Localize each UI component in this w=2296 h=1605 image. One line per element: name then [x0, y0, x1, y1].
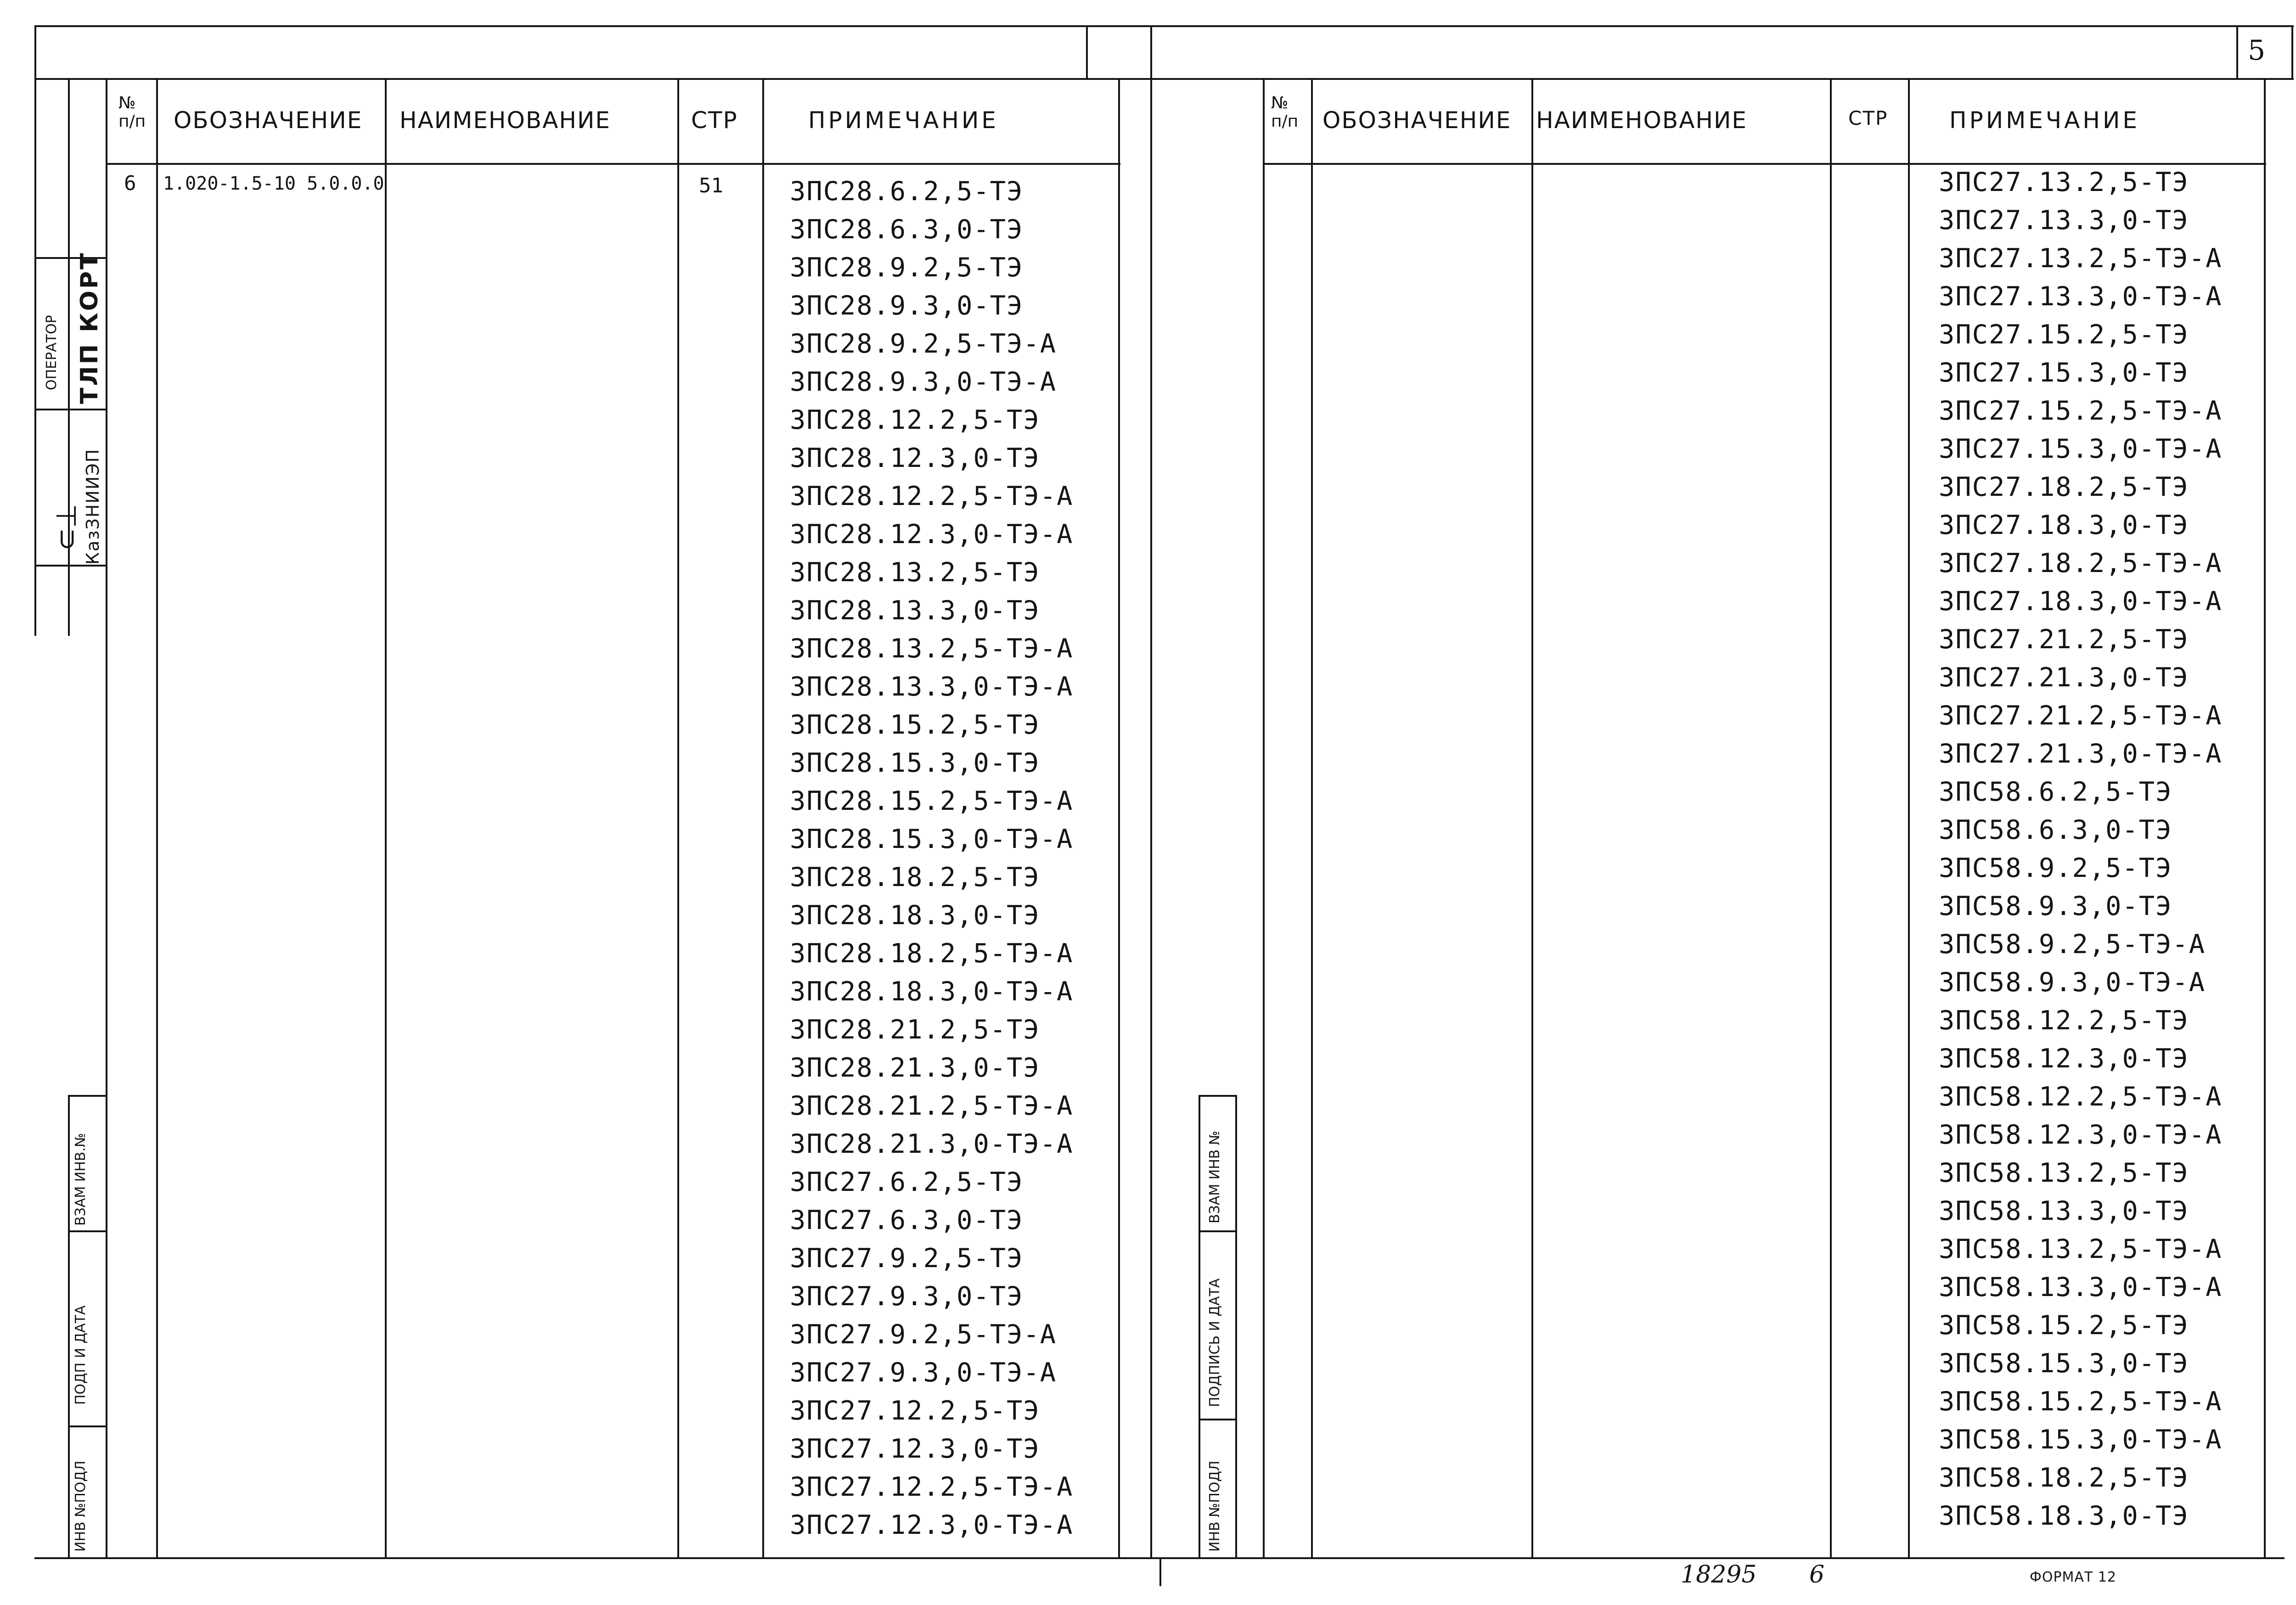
note-item: 3ПС58.18.2,5-ТЭ [1939, 1463, 2189, 1493]
footer-number: 18295 [1681, 1561, 1757, 1588]
left-header-no: № п/п [118, 94, 146, 131]
page-number: 5 [2248, 34, 2266, 67]
operator-label: ОПЕРАТОР [44, 315, 60, 390]
note-item: 3ПС28.18.2,5-ТЭ [790, 862, 1040, 892]
right-side-label-2: ПОДПИСЬ И ДАТА [1207, 1278, 1223, 1407]
footer-digit: 6 [1809, 1561, 1825, 1588]
left-side-label-1: ВЗАМ ИНВ.№ [73, 1133, 89, 1226]
note-item: 3ПС28.21.3,0-ТЭ-А [790, 1129, 1074, 1159]
organization-label: КазЗНИИЭП [83, 448, 103, 565]
right-side-label-1: ВЗАМ ИНВ № [1207, 1130, 1223, 1223]
note-item: 3ПС28.12.3,0-ТЭ-А [790, 519, 1074, 550]
note-item: 3ПС58.9.3,0-ТЭ [1939, 891, 2172, 921]
note-item: 3ПС58.13.2,5-ТЭ [1939, 1158, 2189, 1188]
note-item: 3ПС28.13.2,5-ТЭ [790, 557, 1040, 588]
right-header-page: СТР [1848, 107, 1888, 129]
left-header-name: НАИМЕНОВАНИЕ [400, 107, 611, 134]
note-item: 3ПС58.9.2,5-ТЭ-А [1939, 929, 2206, 960]
note-item: 3ПС27.13.2,5-ТЭ [1939, 167, 2189, 197]
left-row-designation: 1.020-1.5-10 5.0.0.0 [163, 173, 384, 194]
note-item: 3ПС28.9.3,0-ТЭ [790, 291, 1024, 321]
note-item: 3ПС28.15.3,0-ТЭ-А [790, 824, 1074, 854]
note-item: 3ПС28.6.2,5-ТЭ [790, 176, 1024, 207]
note-item: 3ПС58.15.3,0-ТЭ [1939, 1348, 2189, 1379]
note-item: 3ПС28.12.2,5-ТЭ-А [790, 481, 1074, 511]
note-item: 3ПС27.15.2,5-ТЭ [1939, 320, 2189, 350]
note-item: 3ПС28.13.3,0-ТЭ [790, 595, 1040, 626]
left-side-label-3: ИНВ №ПОДЛ [73, 1460, 89, 1552]
left-header-note: ПРИМЕЧАНИЕ [808, 107, 999, 134]
note-item: 3ПС28.12.3,0-ТЭ [790, 443, 1040, 473]
note-item: 3ПС28.21.2,5-ТЭ-А [790, 1091, 1074, 1121]
note-item: 3ПС58.12.2,5-ТЭ [1939, 1005, 2189, 1036]
note-item: 3ПС27.13.3,0-ТЭ-А [1939, 281, 2223, 312]
note-item: 3ПС58.13.3,0-ТЭ [1939, 1196, 2189, 1226]
note-item: 3ПС27.15.3,0-ТЭ-А [1939, 434, 2223, 464]
note-item: 3ПС58.18.3,0-ТЭ [1939, 1501, 2189, 1531]
note-item: 3ПС27.9.3,0-ТЭ [790, 1281, 1024, 1312]
note-item: 3ПС28.9.2,5-ТЭ [790, 253, 1024, 283]
note-item: 3ПС58.15.3,0-ТЭ-А [1939, 1425, 2223, 1455]
signature-mark: ⊂⊥ [51, 504, 83, 551]
note-item: 3ПС58.9.2,5-ТЭ [1939, 853, 2172, 883]
right-header-note: ПРИМЕЧАНИЕ [1949, 107, 2140, 134]
note-item: 3ПС58.13.2,5-ТЭ-А [1939, 1234, 2223, 1264]
note-item: 3ПС28.12.2,5-ТЭ [790, 405, 1040, 435]
note-item: 3ПС28.18.3,0-ТЭ [790, 900, 1040, 931]
note-item: 3ПС28.21.2,5-ТЭ [790, 1015, 1040, 1045]
right-header-designation: ОБОЗНАЧЕНИЕ [1322, 107, 1512, 134]
note-item: 3ПС58.13.3,0-ТЭ-А [1939, 1272, 2223, 1302]
note-item: 3ПС27.21.2,5-ТЭ-А [1939, 701, 2223, 731]
note-item: 3ПС28.18.2,5-ТЭ-А [790, 938, 1074, 969]
note-item: 3ПС27.21.3,0-ТЭ-А [1939, 739, 2223, 769]
note-item: 3ПС27.18.3,0-ТЭ-А [1939, 586, 2223, 617]
left-row-no: 6 [124, 172, 136, 195]
note-item: 3ПС58.12.3,0-ТЭ [1939, 1044, 2189, 1074]
note-item: 3ПС28.21.3,0-ТЭ [790, 1053, 1040, 1083]
note-item: 3ПС58.6.3,0-ТЭ [1939, 815, 2172, 845]
note-item: 3ПС27.12.3,0-ТЭ-А [790, 1510, 1074, 1540]
note-item: 3ПС27.15.2,5-ТЭ-А [1939, 396, 2223, 426]
format-label: ФОРМАТ 12 [2030, 1569, 2116, 1585]
note-item: 3ПС28.15.3,0-ТЭ [790, 748, 1040, 778]
note-item: 3ПС27.13.2,5-ТЭ-А [1939, 243, 2223, 274]
note-item: 3ПС28.13.3,0-ТЭ-А [790, 672, 1074, 702]
note-item: 3ПС27.15.3,0-ТЭ [1939, 358, 2189, 388]
note-item: 3ПС27.21.3,0-ТЭ [1939, 662, 2189, 693]
note-item: 3ПС27.18.2,5-ТЭ [1939, 472, 2189, 502]
note-item: 3ПС27.13.3,0-ТЭ [1939, 205, 2189, 236]
note-item: 3ПС28.6.3,0-ТЭ [790, 214, 1024, 245]
note-item: 3ПС58.6.2,5-ТЭ [1939, 777, 2172, 807]
note-item: 3ПС28.9.3,0-ТЭ-А [790, 367, 1057, 397]
left-side-label-2: ПОДП И ДАТА [73, 1305, 89, 1405]
note-item: 3ПС27.9.3,0-ТЭ-А [790, 1358, 1057, 1388]
note-item: 3ПС58.15.2,5-ТЭ [1939, 1310, 2189, 1341]
right-side-label-3: ИНВ №ПОДЛ [1207, 1460, 1223, 1552]
note-item: 3ПС28.18.3,0-ТЭ-А [790, 976, 1074, 1007]
note-item: 3ПС58.12.3,0-ТЭ-А [1939, 1120, 2223, 1150]
note-item: 3ПС27.6.2,5-ТЭ [790, 1167, 1024, 1197]
left-header-designation: ОБОЗНАЧЕНИЕ [174, 107, 363, 134]
note-item: 3ПС58.15.2,5-ТЭ-А [1939, 1386, 2223, 1417]
note-item: 3ПС27.18.2,5-ТЭ-А [1939, 548, 2223, 578]
left-row-page: 51 [699, 174, 723, 197]
note-item: 3ПС27.9.2,5-ТЭ [790, 1243, 1024, 1274]
note-item: 3ПС58.9.3,0-ТЭ-А [1939, 967, 2206, 998]
note-item: 3ПС27.12.2,5-ТЭ [790, 1396, 1040, 1426]
right-header-no: № п/п [1271, 94, 1299, 131]
note-item: 3ПС27.21.2,5-ТЭ [1939, 624, 2189, 655]
right-header-name: НАИМЕНОВАНИЕ [1536, 107, 1747, 134]
note-item: 3ПС27.12.3,0-ТЭ [790, 1434, 1040, 1464]
left-header-page: СТР [691, 107, 738, 134]
note-item: 3ПС28.15.2,5-ТЭ-А [790, 786, 1074, 816]
note-item: 3ПС28.15.2,5-ТЭ [790, 710, 1040, 740]
note-item: 3ПС27.9.2,5-ТЭ-А [790, 1319, 1057, 1350]
note-item: 3ПС27.12.2,5-ТЭ-А [790, 1472, 1074, 1502]
note-item: 3ПС27.6.3,0-ТЭ [790, 1205, 1024, 1235]
note-item: 3ПС28.9.2,5-ТЭ-А [790, 329, 1057, 359]
note-item: 3ПС28.13.2,5-ТЭ-А [790, 634, 1074, 664]
note-item: 3ПС58.12.2,5-ТЭ-А [1939, 1082, 2223, 1112]
note-item: 3ПС27.18.3,0-ТЭ [1939, 510, 2189, 540]
department-label: ТЛП КОРТ [76, 251, 103, 404]
